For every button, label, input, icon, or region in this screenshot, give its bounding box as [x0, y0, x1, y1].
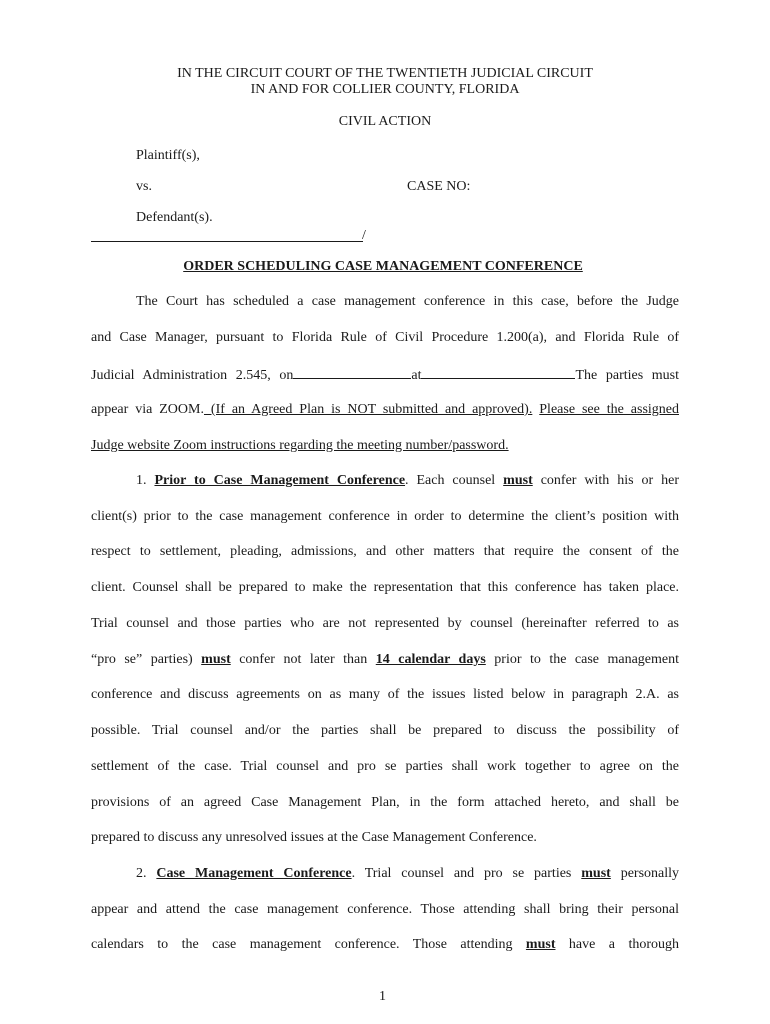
plaintiff-label: Plaintiff(s), — [136, 148, 200, 163]
section2-must-2: must — [525, 937, 556, 952]
section1-line-9: settlement of the case. Trial counsel and pro se parties shall work together to agree on the — [91, 759, 679, 774]
section1-line-10: provisions of an agreed Case Management Plan, in the form attached hereto, and shall be — [91, 795, 679, 810]
zoom-instructions-link[interactable]: Judge website Zoom instructions regarding the meeting number/password. — [91, 438, 509, 453]
case-number-label: CASE NO: — [407, 179, 471, 194]
section2-text-b: personally — [620, 866, 680, 881]
judge-website-link[interactable]: Please see the assigned — [539, 402, 679, 417]
caption-slash: / — [362, 228, 366, 243]
page-number: 1 — [379, 989, 386, 1004]
court-name-line1: IN THE CIRCUIT COURT OF THE TWENTIETH JUDICIAL CIRCUIT — [177, 66, 593, 81]
section1-heading: Prior to Case Management Conference — [154, 473, 406, 488]
section1-line-5: Trial counsel and those parties who are not represented by counsel (hereinafter referred to as — [91, 616, 679, 631]
section1-line-1 — [136, 472, 679, 490]
section1-must-2: must — [201, 652, 231, 667]
section1-line-8: possible. Trial counsel and/or the parties shall be prepared to discuss the possibility of — [91, 723, 679, 738]
section2-must: must — [581, 866, 611, 881]
section1-line-2: client(s) prior to the case management conference in order to determine the client’s position with — [91, 509, 679, 524]
section2-line-2: appear and attend the case management conference. Those attending shall bring their personal — [91, 902, 679, 917]
intro-date-text: Judicial Administration 2.545, on — [91, 368, 294, 383]
intro-line-4 — [91, 401, 679, 419]
intro-line-2: and Case Manager, pursuant to Florida Rule of Civil Procedure 1.200(a), and Florida Rule of — [91, 330, 679, 345]
section2-heading: Case Management Conference — [156, 866, 352, 881]
section1-number: 1. — [136, 473, 147, 488]
court-name-line2: IN AND FOR COLLIER COUNTY, FLORIDA — [250, 82, 520, 97]
section1-prior-text: prior to the case management — [494, 652, 680, 667]
section1-prose-text: “pro se” parties) — [91, 652, 193, 667]
intro-at-text: at — [411, 368, 422, 383]
fourteen-days-emphasis: 14 calendar days — [375, 652, 486, 667]
section1-confer-text: confer not later than — [239, 652, 368, 667]
caption-divider — [91, 241, 363, 242]
section1-line-3: respect to settlement, pleading, admissions, and other matters that require the consent of the — [91, 544, 679, 559]
intro-zoom-text: appear via ZOOM. — [91, 402, 204, 417]
section2-line-3 — [91, 936, 679, 954]
civil-action-label: CIVIL ACTION — [338, 114, 432, 129]
section2-calendars-text: calendars to the case management conference. Those attending — [91, 937, 513, 952]
section1-line-7: conference and discuss agreements on as many of the issues listed below in paragraph 2.A. as — [91, 687, 679, 702]
section2-text-a: . Trial counsel and pro se parties — [351, 866, 572, 881]
defendant-label: Defendant(s). — [136, 210, 213, 225]
section2-line-1 — [136, 865, 679, 883]
section1-line-11: prepared to discuss any unresolved issues at the Case Management Conference. — [91, 830, 537, 845]
intro-parties-text: The parties must — [575, 368, 680, 383]
intro-line-3 — [91, 365, 679, 385]
section1-must: must — [503, 473, 533, 488]
section2-thorough-text: have a thorough — [568, 937, 679, 952]
section1-text-b: confer with his or her — [540, 473, 680, 488]
order-title: ORDER SCHEDULING CASE MANAGEMENT CONFERENCE — [183, 259, 583, 274]
section2-number: 2. — [136, 866, 147, 881]
section1-text-a: . Each counsel — [405, 473, 496, 488]
section1-line-6 — [91, 651, 679, 669]
date-blank — [293, 365, 411, 379]
agreed-plan-note: (If an Agreed Plan is NOT submitted and approved). — [203, 402, 533, 417]
section1-line-4: client. Counsel shall be prepared to make the representation that this conference has taken place. — [91, 580, 679, 595]
time-blank — [421, 365, 575, 379]
vs-label: vs. — [136, 179, 152, 194]
intro-line-1: The Court has scheduled a case management conference in this case, before the Judge — [136, 294, 679, 309]
